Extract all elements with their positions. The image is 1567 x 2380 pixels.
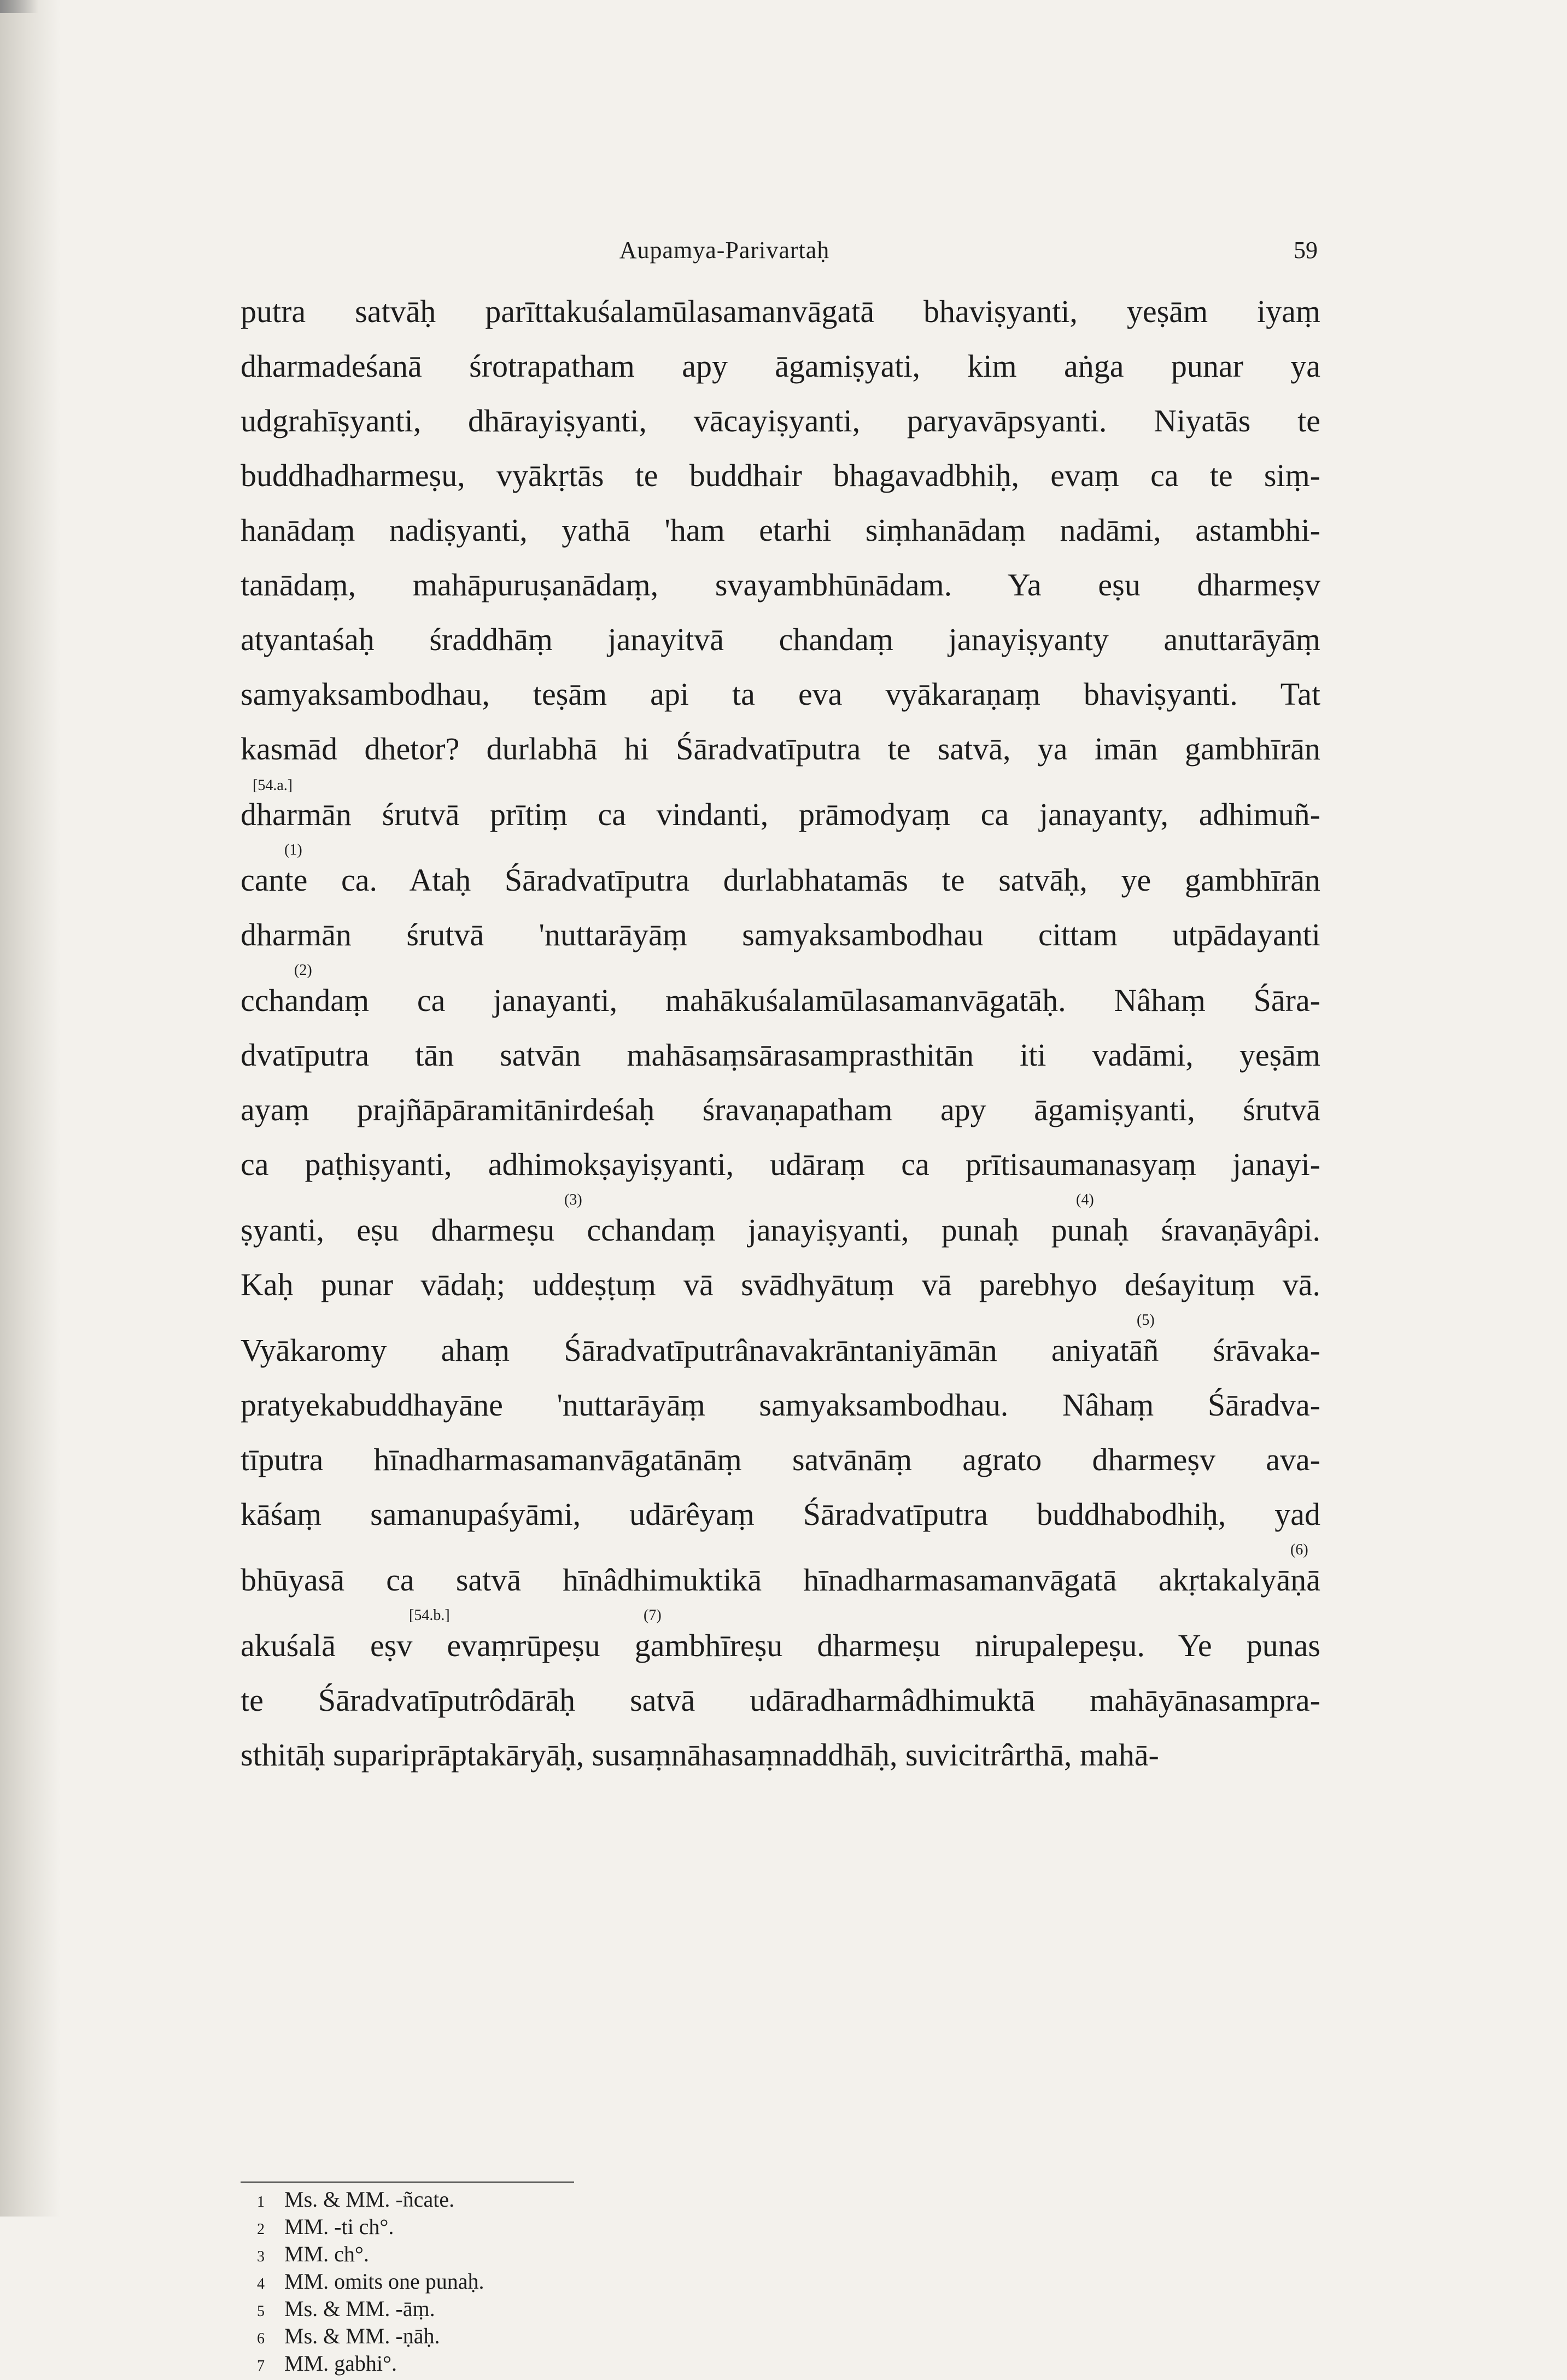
text-line: buddhadharmeṣu, vyākṛtās te buddhair bhagavadbhiḥ, evaṃ ca te siṃ- — [241, 458, 1320, 493]
text-line: samyaksambodhau, teṣām api ta eva vyākaraṇaṃ bhaviṣyanti. Tat — [241, 676, 1320, 712]
text-line: sthitāḥ supariprāptakāryāḥ, susaṃnāhasaṃnaddhāḥ, suvicitrârthā, mahā- — [241, 1737, 1159, 1773]
footnote-marker: (7) — [644, 1607, 662, 1624]
footnote-text: Ms. & MM. -āṃ. — [284, 2296, 435, 2321]
text-line: Kaḥ punar vādaḥ; uddeṣṭuṃ vā svādhyātuṃ vā parebhyo deśayituṃ vā. — [241, 1267, 1320, 1302]
text-line: putra satvāḥ parīttakuśalamūlasamanvāgatā bhaviṣyanti, yeṣām iyaṃ — [241, 294, 1320, 329]
text-line: bhūyasā ca satvā hīnâdhimuktikā hīnadharmasamanvāgatā akṛtakalyāṇā — [241, 1562, 1320, 1598]
text-line: akuśalā eṣv evaṃrūpeṣu gambhīreṣu dharmeṣu nirupalepeṣu. Ye punas — [241, 1628, 1320, 1663]
text-line: dharmān śrutvā 'nuttarāyāṃ samyaksambodhau cittam utpādayanti — [241, 917, 1320, 952]
footnote-marker: (2) — [294, 962, 312, 979]
text-line: tīputra hīnadharmasamanvāgatānāṃ satvānāṃ agrato dharmeṣv ava- — [241, 1442, 1320, 1477]
text-line: kasmād dhetor? durlabhā hi Śāradvatīputra te satvā, ya imān gambhīrān — [241, 731, 1320, 767]
footnote — [257, 2186, 454, 2213]
text-line: dharmān śrutvā prītiṃ ca vindanti, prāmodyaṃ ca janayanty, adhimuñ- — [241, 797, 1320, 832]
text-line: udgrahīṣyanti, dhārayiṣyanti, vācayiṣyanti, paryavāpsyanti. Niyatās te — [241, 403, 1320, 438]
folio-marker: [54.a.] — [253, 777, 293, 794]
footnote-number: 4 — [257, 2276, 265, 2293]
page-corner-mark — [0, 0, 38, 13]
text-line: ṣyanti, eṣu dharmeṣu cchandaṃ janayiṣyanti, punaḥ punaḥ śravaṇāyâpi. — [241, 1212, 1320, 1248]
footnote-number: 2 — [257, 2221, 265, 2238]
text-line: Vyākaromy ahaṃ Śāradvatīputrânavakrāntaniyāmān aniyatāñ śrāvaka- — [241, 1332, 1320, 1368]
footnote-text: Ms. & MM. -ṇāḥ. — [284, 2324, 440, 2348]
page-number: 59 — [1294, 237, 1318, 264]
folio-marker: [54.b.] — [409, 1607, 450, 1624]
footnote-marker: (1) — [284, 841, 302, 858]
footnote — [257, 2323, 440, 2350]
text-line: ayaṃ prajñāpāramitānirdeśaḥ śravaṇapatham apy āgamiṣyanti, śrutvā — [241, 1092, 1320, 1127]
text-line: tanādaṃ, mahāpuruṣanādaṃ, svayambhūnādam. Ya eṣu dharmeṣv — [241, 567, 1320, 603]
footnote — [257, 2295, 435, 2323]
footnote-number: 3 — [257, 2248, 265, 2265]
text-line: atyantaśaḥ śraddhāṃ janayitvā chandaṃ janayiṣyanty anuttarāyāṃ — [241, 622, 1320, 657]
footnote-number: 6 — [257, 2330, 265, 2347]
text-line: ca paṭhiṣyanti, adhimokṣayiṣyanti, udāraṃ ca prītisaumanasyaṃ janayi- — [241, 1147, 1320, 1182]
footnote-text: MM. gabhi°. — [284, 2351, 397, 2376]
footnote-text: MM. ch°. — [284, 2242, 369, 2266]
footnote-rule — [241, 2182, 574, 2183]
footnote-number: 5 — [257, 2303, 265, 2320]
text-line: pratyekabuddhayāne 'nuttarāyāṃ samyaksambodhau. Nâhaṃ Śāradva- — [241, 1387, 1320, 1423]
running-head: Aupamya-Parivartaḥ — [619, 237, 830, 264]
text-line: cchandaṃ ca janayanti, mahākuśalamūlasamanvāgatāḥ. Nâhaṃ Śāra- — [241, 983, 1320, 1018]
text-line: dharmadeśanā śrotrapatham apy āgamiṣyati, kim aṅga punar ya — [241, 348, 1320, 384]
footnote — [257, 2213, 394, 2241]
footnote — [257, 2241, 369, 2268]
text-line: cante ca. Ataḥ Śāradvatīputra durlabhatamās te satvāḥ, ye gambhīrān — [241, 862, 1320, 898]
text-line: te Śāradvatīputrôdārāḥ satvā udāradharmâdhimuktā mahāyānasampra- — [241, 1682, 1320, 1718]
footnote — [257, 2268, 484, 2295]
footnote-text: MM. -ti ch°. — [284, 2214, 394, 2239]
footnote-number: 7 — [257, 2358, 265, 2375]
page-edge-shadow — [0, 0, 60, 2217]
footnote-text: Ms. & MM. -ñcate. — [284, 2187, 455, 2212]
footnote — [257, 2350, 397, 2377]
footnote-marker: (5) — [1137, 1312, 1155, 1329]
text-line: hanādaṃ nadiṣyanti, yathā 'ham etarhi siṃhanādaṃ nadāmi, astambhi- — [241, 512, 1320, 548]
footnote-number: 1 — [257, 2194, 265, 2211]
footnote-marker: (3) — [564, 1191, 582, 1208]
footnote-marker: (6) — [1290, 1541, 1308, 1558]
footnote-text: MM. omits one punaḥ. — [284, 2269, 484, 2294]
text-line: kāśaṃ samanupaśyāmi, udārêyaṃ Śāradvatīputra buddhabodhiḥ, yad — [241, 1496, 1320, 1532]
text-line: dvatīputra tān satvān mahāsaṃsārasamprasthitān iti vadāmi, yeṣām — [241, 1037, 1320, 1073]
footnote-marker: (4) — [1076, 1191, 1094, 1208]
